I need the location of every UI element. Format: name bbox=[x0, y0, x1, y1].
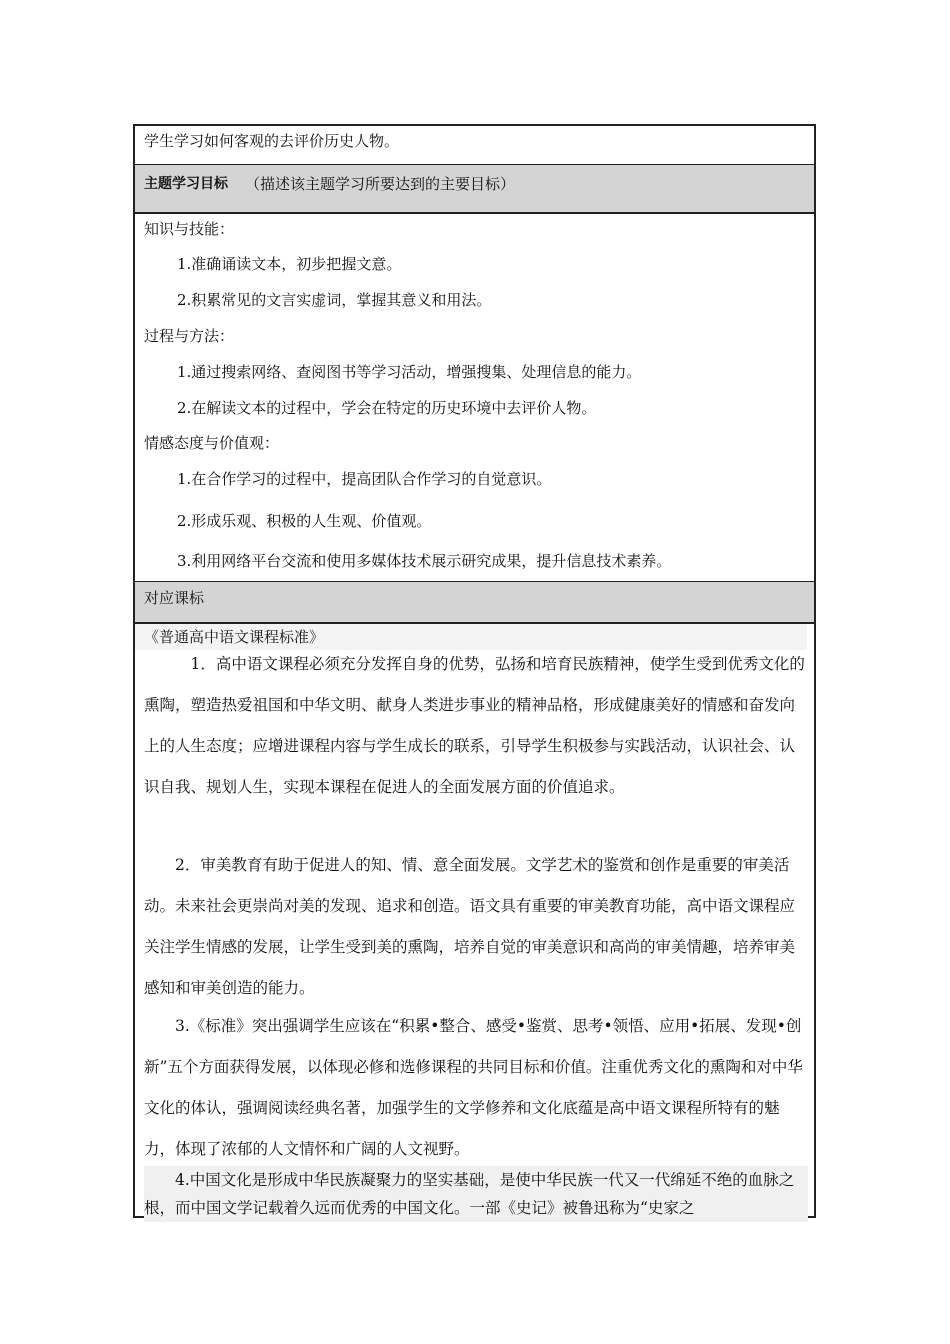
process-title: 过程与方法： bbox=[144, 327, 235, 345]
process-item: 2.在解读文本的过程中，学会在特定的历史环境中去评价人物。 bbox=[177, 399, 597, 417]
knowledge-item: 2.积累常见的文言实虚词，掌握其意义和用法。 bbox=[177, 291, 492, 309]
standards-paragraph: 1．高中语文课程必须充分发挥自身的优势，弘扬和培育民族精神，使学生受到优秀文化的熏陶，塑造热爱祖国和中华文明、献身人类进步事业的精神品格，形成健康美好的情感和奋发向上的人生态度；应增进课程内容与学生成长的联系，引导学生积极参与实践活动，认识社会、认识自我、规划人生，实现本课程在促进人的全面发展方面的价值追求。 bbox=[144, 655, 805, 796]
attitude-item: 2.形成乐观、积极的人生观、价值观。 bbox=[177, 512, 432, 530]
document-table bbox=[133, 124, 816, 1218]
process-item: 1.通过搜索网络、查阅图书等学习活动，增强搜集、处理信息的能力。 bbox=[177, 363, 642, 381]
standards-header-band bbox=[135, 582, 814, 622]
knowledge-title: 知识与技能： bbox=[144, 220, 235, 238]
standards-paragraph: 2．审美教育有助于促进人的知、情、意全面发展。文学艺术的鉴赏和创作是重要的审美活动。未来社会更崇尚对美的发现、追求和创造。语文具有重要的审美教育功能，高中语文课程应关注学生情感的发展，让学生受到美的熏陶，培养自觉的审美意识和高尚的审美情趣，培养审美感知和审美创造的能力。 bbox=[144, 856, 796, 997]
goals-header-note: （描述该主题学习所要达到的主要目标） bbox=[245, 175, 516, 193]
attitude-item: 3.利用网络平台交流和使用多媒体技术展示研究成果，提升信息技术素养。 bbox=[177, 552, 672, 570]
standards-header-title: 对应课标 bbox=[144, 589, 205, 607]
goals-header-title: 主题学习目标 bbox=[144, 176, 228, 192]
top-text-line: 学生学习如何客观的去评价历史人物。 bbox=[144, 132, 400, 150]
standards-paragraph: 3.《标准》突出强调学生应该在“积累•整合、感受•鉴赏、思考•领悟、应用•拓展、发现•创新”五个方面获得发展，以体现必修和选修课程的共同目标和价值。注重优秀文化的熏陶和对中华文化的体认，强调阅读经典名著，加强学生的文学修养和文化底蕴是高中语文课程所特有的魅力，体现了浓郁的人文情怀和广阔的人文视野。 bbox=[144, 1017, 803, 1158]
knowledge-item: 1.准确诵读文本，初步把握文意。 bbox=[177, 255, 402, 273]
attitude-title: 情感态度与价值观： bbox=[144, 434, 280, 452]
row-divider bbox=[135, 212, 814, 214]
standards-book-title: 《普通高中语文课程标准》 bbox=[144, 628, 325, 646]
goals-header-band bbox=[135, 165, 814, 212]
attitude-item: 1.在合作学习的过程中，提高团队合作学习的自觉意识。 bbox=[177, 470, 552, 488]
standards-paragraph: 4.中国文化是形成中华民族凝聚力的坚实基础，是使中华民族一代又一代绵延不绝的血脉之根，而中国文学记载着久远而优秀的中国文化。一部《史记》被鲁迅称为“史家之 bbox=[144, 1166, 808, 1222]
